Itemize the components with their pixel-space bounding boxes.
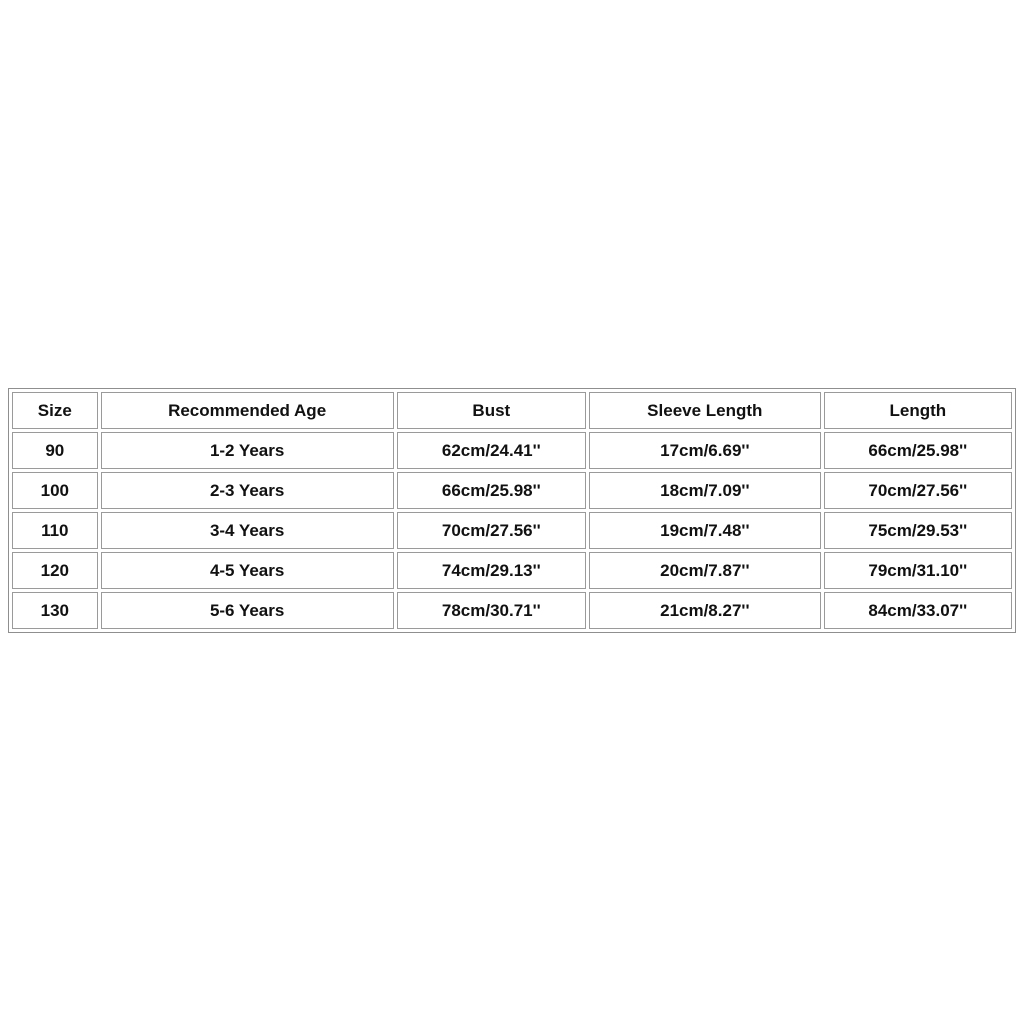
table-row — [12, 472, 1012, 509]
table-row — [12, 512, 1012, 549]
cell-length: 66cm/25.98'' — [824, 432, 1012, 469]
cell-sleeve-length: 17cm/6.69'' — [589, 432, 821, 469]
header-bust: Bust — [397, 392, 586, 429]
cell-bust: 66cm/25.98'' — [397, 472, 586, 509]
table-row — [12, 552, 1012, 589]
cell-length: 79cm/31.10'' — [824, 552, 1012, 589]
table-row — [12, 432, 1012, 469]
header-size: Size — [12, 392, 98, 429]
cell-size: 100 — [12, 472, 98, 509]
cell-length: 70cm/27.56'' — [824, 472, 1012, 509]
cell-size: 130 — [12, 592, 98, 629]
table-header-row — [12, 392, 1012, 429]
cell-recommended-age: 4-5 Years — [101, 552, 394, 589]
header-recommended-age: Recommended Age — [101, 392, 394, 429]
cell-sleeve-length: 19cm/7.48'' — [589, 512, 821, 549]
cell-length: 84cm/33.07'' — [824, 592, 1012, 629]
cell-recommended-age: 3-4 Years — [101, 512, 394, 549]
cell-bust: 78cm/30.71'' — [397, 592, 586, 629]
cell-bust: 62cm/24.41'' — [397, 432, 586, 469]
cell-size: 120 — [12, 552, 98, 589]
cell-bust: 74cm/29.13'' — [397, 552, 586, 589]
cell-sleeve-length: 18cm/7.09'' — [589, 472, 821, 509]
header-sleeve-length: Sleeve Length — [589, 392, 821, 429]
table-row — [12, 592, 1012, 629]
cell-size: 110 — [12, 512, 98, 549]
cell-bust: 70cm/27.56'' — [397, 512, 586, 549]
size-chart-table — [8, 388, 1016, 633]
cell-size: 90 — [12, 432, 98, 469]
cell-recommended-age: 5-6 Years — [101, 592, 394, 629]
cell-recommended-age: 1-2 Years — [101, 432, 394, 469]
cell-sleeve-length: 20cm/7.87'' — [589, 552, 821, 589]
cell-sleeve-length: 21cm/8.27'' — [589, 592, 821, 629]
cell-length: 75cm/29.53'' — [824, 512, 1012, 549]
cell-recommended-age: 2-3 Years — [101, 472, 394, 509]
header-length: Length — [824, 392, 1012, 429]
